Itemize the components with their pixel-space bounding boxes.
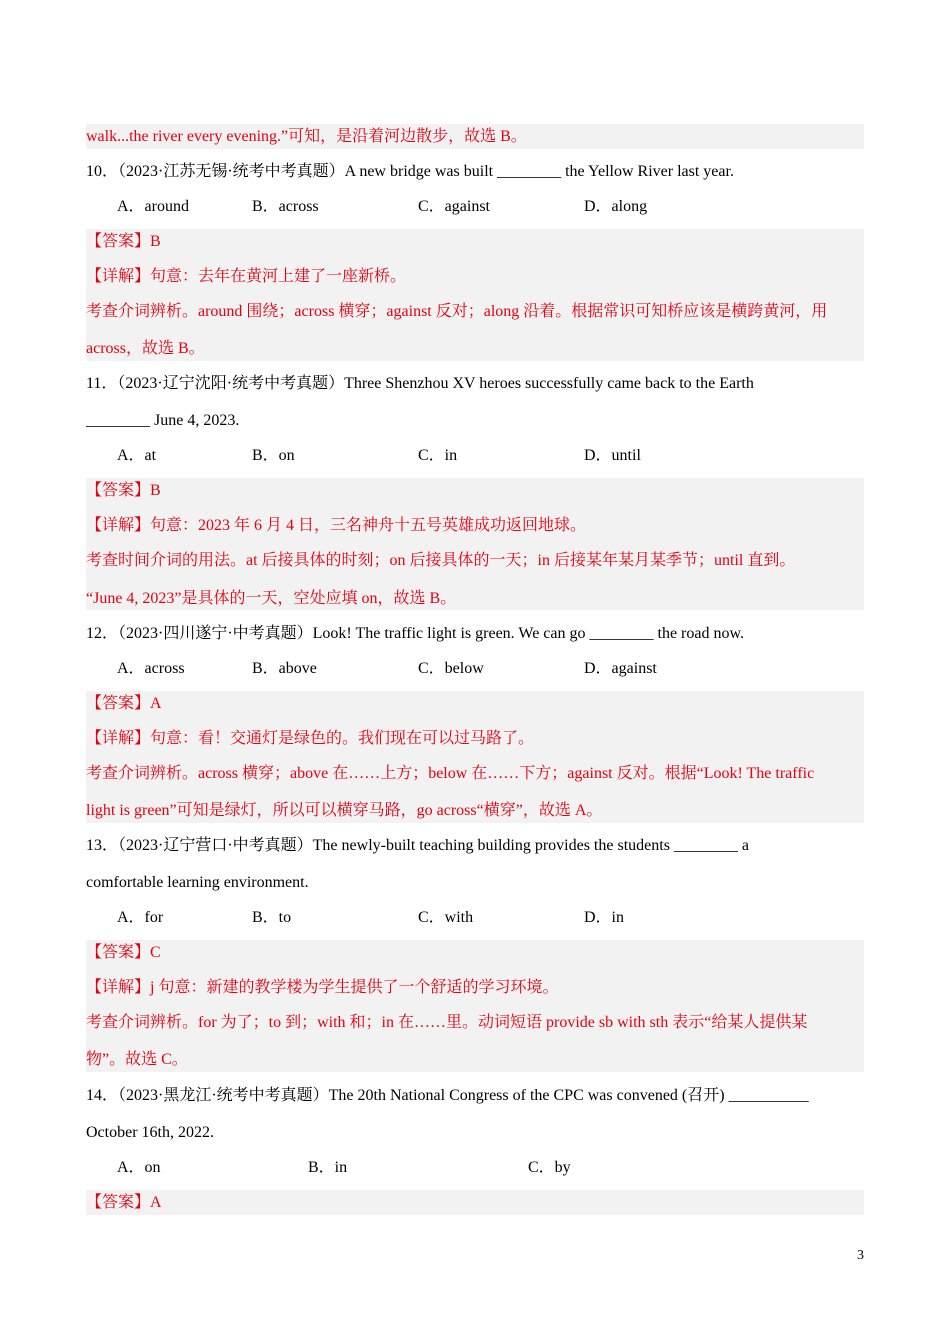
answer-block-13 bbox=[86, 940, 864, 1072]
option-11-b: B．on bbox=[252, 447, 295, 464]
option-10-b: B．across bbox=[252, 198, 319, 215]
option-11-a: A．at bbox=[117, 447, 157, 464]
option-11-d: D．until bbox=[584, 447, 641, 464]
answer-12: 【答案】A bbox=[86, 695, 162, 712]
question-stem-14-cont: October 16th, 2022. bbox=[86, 1124, 214, 1141]
option-10-c: C．against bbox=[418, 198, 490, 215]
detail-12-line-1: 【详解】句意：看！交通灯是绿色的。我们现在可以过马路了。 bbox=[86, 730, 535, 747]
detail-10-line-2: 考查介词辨析。around 围绕；across 横穿；against 反对；along 沿着。根据常识可知桥应该是横跨黄河，用 bbox=[86, 303, 828, 320]
question-stem-13: 13．（2023·辽宁营口·中考真题）The newly-built teaching building provides the students ________ a bbox=[86, 837, 750, 854]
option-10-d: D．along bbox=[584, 198, 648, 215]
option-14-a: A．on bbox=[117, 1159, 161, 1176]
detail-10-line-1: 【详解】句意：去年在黄河上建了一座新桥。 bbox=[86, 268, 407, 285]
option-12-d: D．against bbox=[584, 660, 657, 677]
question-stem-11-cont: ________ June 4, 2023. bbox=[86, 412, 240, 429]
detail-12-line-3: light is green”可知是绿灯，所以可以横穿马路，go across“横穿”，故选 A。 bbox=[86, 802, 603, 819]
detail-line: walk...the river every evening.”可知，是沿着河边散步，故选 B。 bbox=[86, 128, 527, 145]
answer-13: 【答案】C bbox=[86, 944, 161, 961]
question-stem-11: 11．（2023·辽宁沈阳·统考中考真题）Three Shenzhou XV heroes successfully came back to the Earth bbox=[86, 375, 754, 392]
option-10-a: A．around bbox=[117, 198, 189, 215]
option-11-c: C．in bbox=[418, 447, 458, 464]
detail-10-line-3: across，故选 B。 bbox=[86, 340, 205, 357]
answer-block-14 bbox=[86, 1190, 864, 1215]
option-12-c: C．below bbox=[418, 660, 484, 677]
option-13-c: C．with bbox=[418, 909, 474, 926]
answer-14: 【答案】A bbox=[86, 1194, 162, 1211]
detail-13-line-1: 【详解】j 句意：新建的教学楼为学生提供了一个舒适的学习环境。 bbox=[86, 979, 559, 996]
page-number: 3 bbox=[857, 1248, 864, 1263]
detail-11-line-2: 考查时间介词的用法。at 后接具体的时刻；on 后接具体的一天；in 后接某年某月某季节；until 直到。 bbox=[86, 552, 796, 569]
question-stem-13-cont: comfortable learning environment. bbox=[86, 874, 309, 891]
question-stem-14: 14．（2023·黑龙江·统考中考真题）The 20th National Congress of the CPC was convened (召开) __________ bbox=[86, 1087, 809, 1104]
option-12-b: B．above bbox=[252, 660, 317, 677]
detail-11-line-3: “June 4, 2023”是具体的一天，空处应填 on，故选 B。 bbox=[86, 590, 457, 607]
question-stem-12: 12．（2023·四川遂宁·中考真题）Look! The traffic light is green. We can go ________ the road now. bbox=[86, 625, 745, 642]
question-stem-10: 10．（2023·江苏无锡·统考中考真题）A new bridge was built ________ the Yellow River last year. bbox=[86, 163, 734, 180]
option-13-b: B．to bbox=[252, 909, 292, 926]
option-13-d: D．in bbox=[584, 909, 625, 926]
detail-12-line-2: 考查介词辨析。across 横穿；above 在……上方；below 在……下方；against 反对。根据“Look! The traffic bbox=[86, 765, 815, 782]
detail-11-line-1: 【详解】句意：2023 年 6 月 4 日，三名神舟十五号英雄成功返回地球。 bbox=[86, 517, 587, 534]
option-14-b: B．in bbox=[308, 1159, 348, 1176]
option-12-a: A．across bbox=[117, 660, 185, 677]
answer-10: 【答案】B bbox=[86, 233, 161, 250]
option-13-a: A．for bbox=[117, 909, 164, 926]
answer-11: 【答案】B bbox=[86, 482, 161, 499]
option-14-c: C．by bbox=[528, 1159, 571, 1176]
detail-13-line-2: 考查介词辨析。for 为了；to 到；with 和；in 在……里。动词短语 provide sb with sth 表示“给某人提供某 bbox=[86, 1014, 808, 1031]
detail-13-line-3: 物”。故选 C。 bbox=[86, 1051, 188, 1068]
